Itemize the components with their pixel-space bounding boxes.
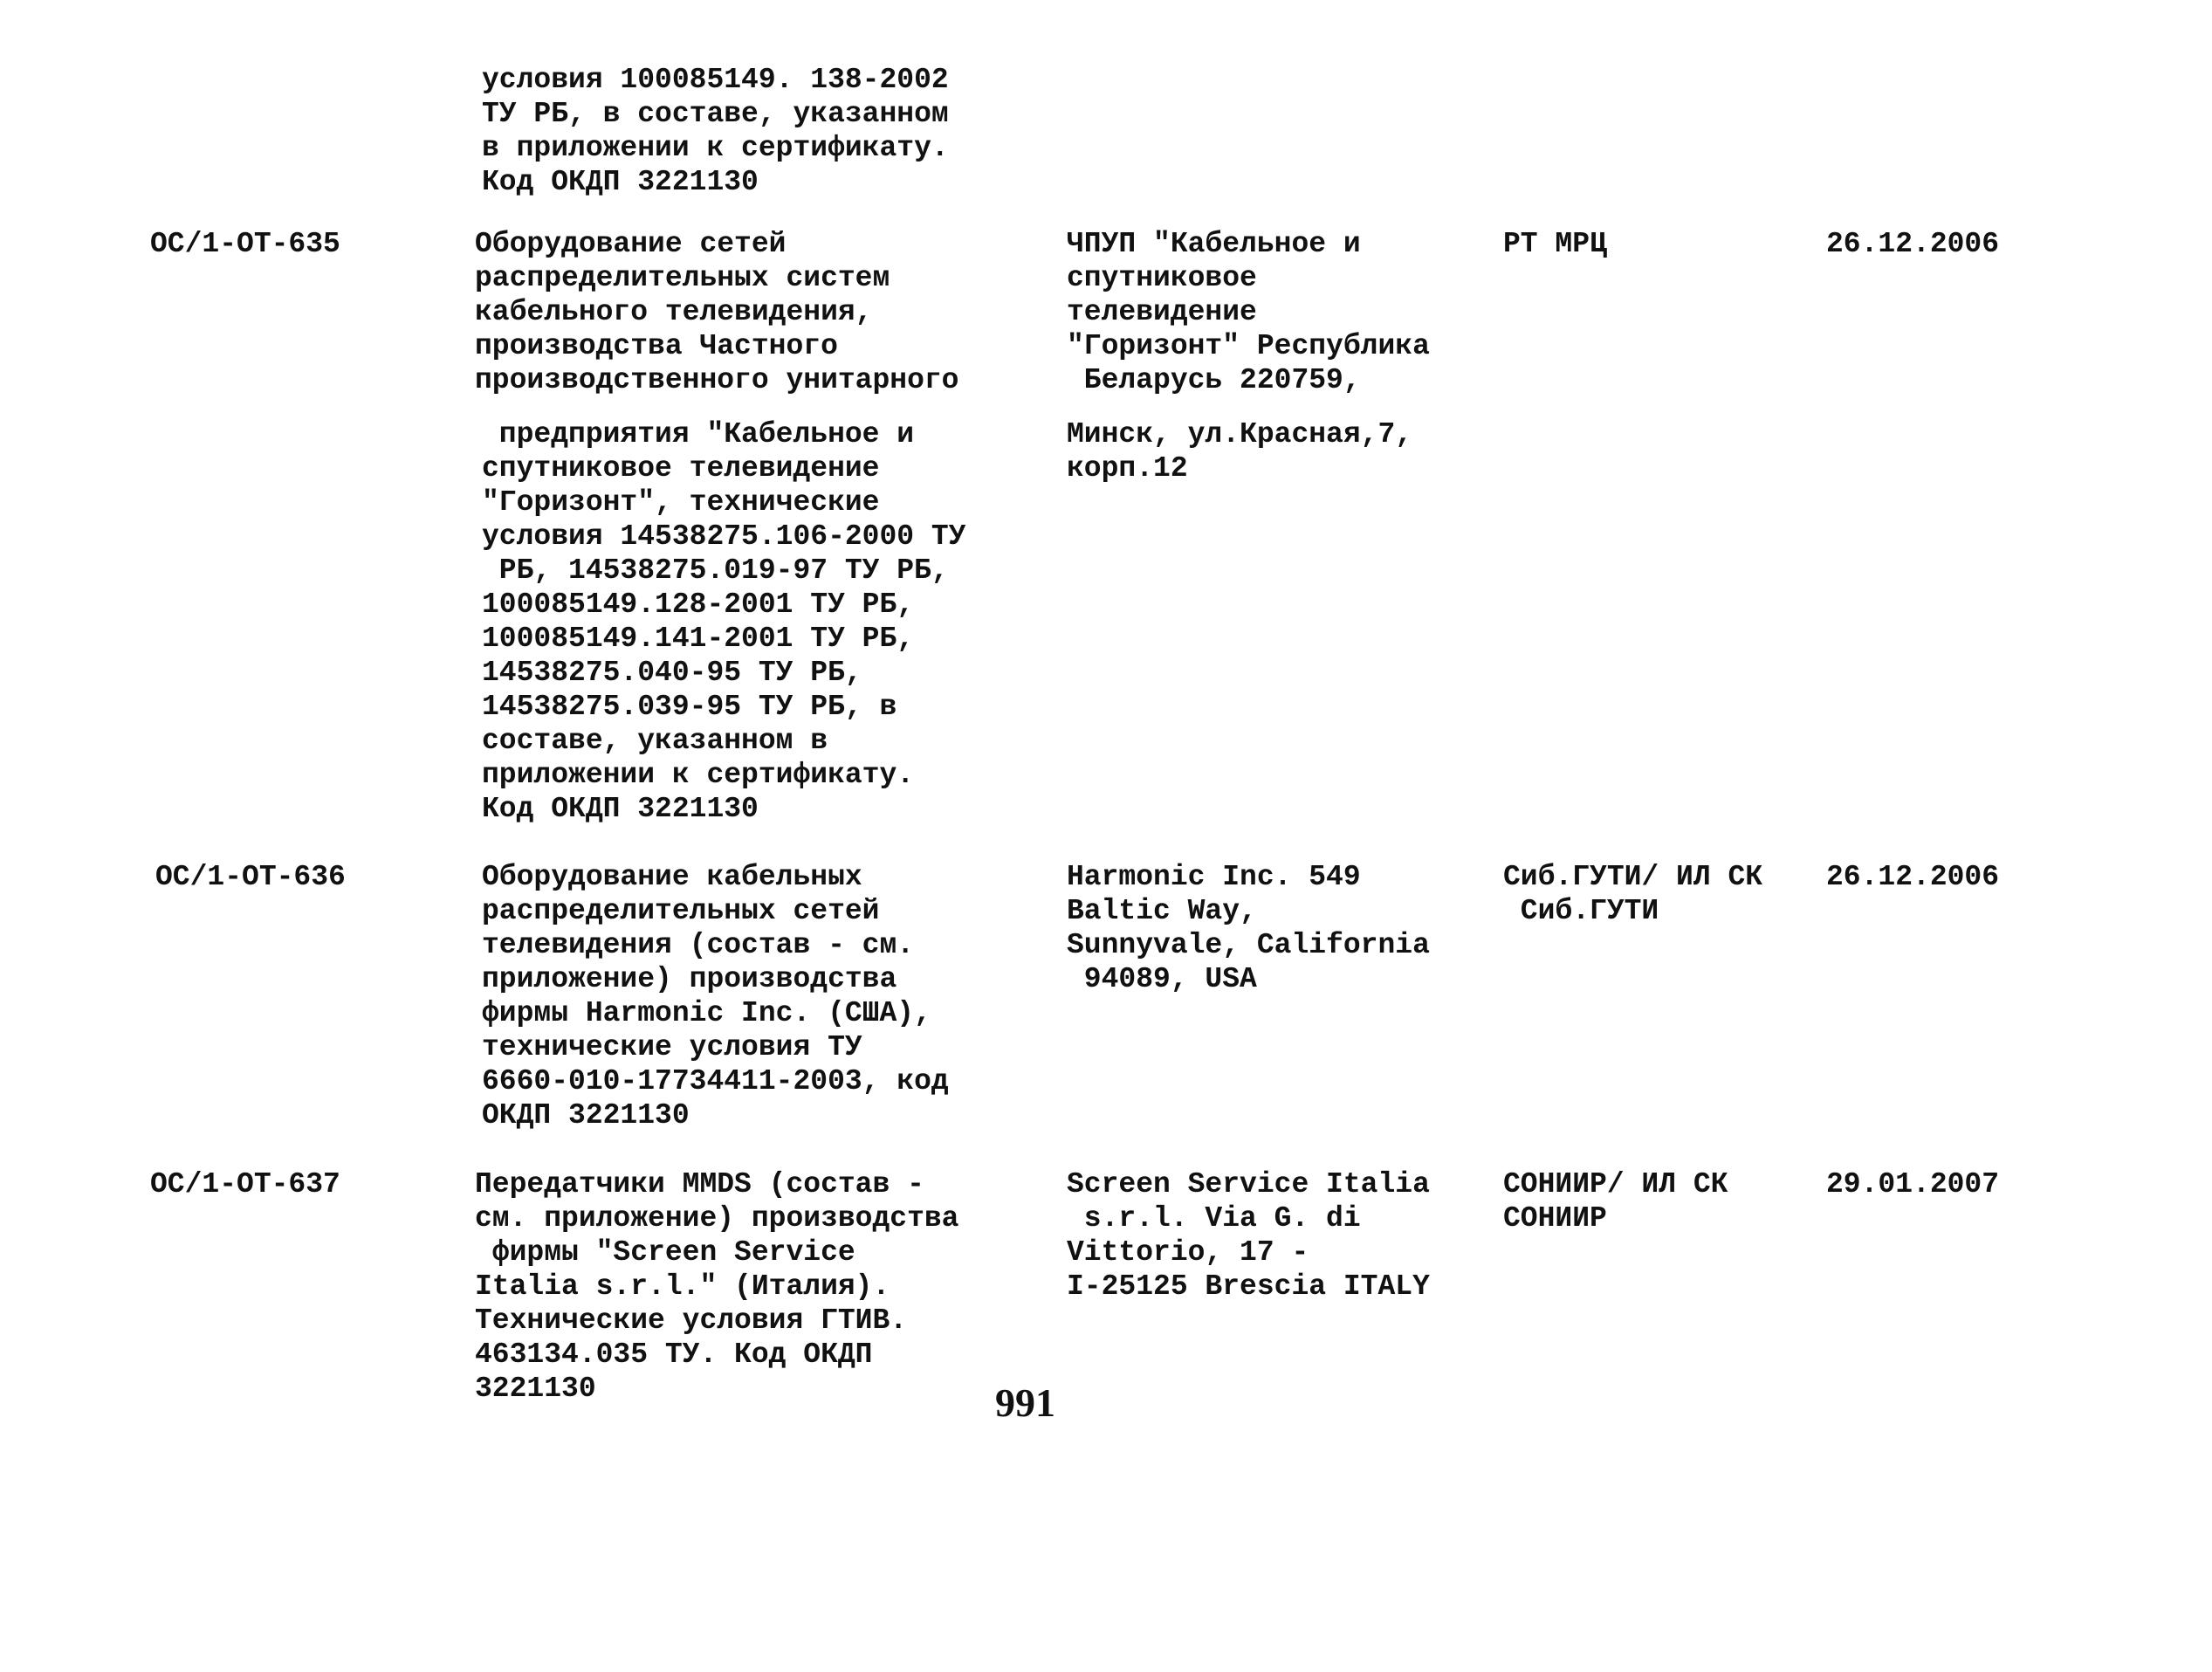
text-line: Оборудование кабельных (482, 861, 862, 893)
issue-date: 26.12.2006 (1826, 861, 2000, 893)
issue-date: 26.12.2006 (1826, 228, 2000, 260)
text-line: Беларусь 220759, (1067, 364, 1361, 396)
text-line: фирмы "Screen Service (475, 1236, 855, 1269)
text-line: ОКДП 3221130 (482, 1099, 690, 1132)
text-line: Код ОКДП 3221130 (482, 793, 759, 825)
text-line: Передатчики MMDS (состав - (475, 1168, 924, 1201)
text-line: в приложении к сертификату. (482, 132, 949, 164)
certificate-number: ОС/1-ОТ-635 (150, 228, 340, 260)
text-line: РБ, 14538275.019-97 ТУ РБ, (482, 554, 949, 587)
testing-lab: РТ МРЦ (1503, 228, 1607, 260)
text-line: 94089, USA (1067, 963, 1257, 995)
text-line: корп.12 (1067, 452, 1188, 485)
text-line: 6660-010-17734411-2003, код (482, 1065, 949, 1097)
text-line: спутниковое (1067, 262, 1257, 294)
text-line: 100085149.128-2001 ТУ РБ, (482, 588, 915, 621)
text-line: кабельного телевидения, (475, 296, 873, 328)
text-line: Технические условия ГТИВ. (475, 1304, 908, 1337)
text-line: Сиб.ГУТИ/ ИЛ СК (1503, 861, 1763, 893)
text-line: 14538275.040-95 ТУ РБ, (482, 657, 862, 689)
text-line: 14538275.039-95 ТУ РБ, в (482, 691, 897, 723)
text-line: Screen Service Italia (1067, 1168, 1430, 1201)
text-line: приложении к сертификату. (482, 759, 915, 791)
text-line: фирмы Harmonic Inc. (США), (482, 997, 931, 1029)
text-line: "Горизонт" Республика (1067, 330, 1430, 362)
text-line: приложение) производства (482, 963, 897, 995)
text-line: производства Частного (475, 330, 838, 362)
text-line: s.r.l. Via G. di (1067, 1202, 1361, 1235)
text-line: ЧПУП "Кабельное и (1067, 228, 1361, 260)
certificate-number: ОС/1-ОТ-637 (150, 1168, 340, 1201)
text-line: СОНИИР (1503, 1202, 1607, 1235)
text-line: Оборудование сетей (475, 228, 787, 260)
text-line: Baltic Way, (1067, 895, 1257, 927)
text-line: I-25125 Brescia ITALY (1067, 1270, 1430, 1303)
text-line: условия 14538275.106-2000 ТУ (482, 520, 966, 553)
text-line: "Горизонт", технические (482, 486, 880, 519)
text-line: ТУ РБ, в составе, указанном (482, 98, 949, 130)
text-line: 463134.035 ТУ. Код ОКДП (475, 1338, 873, 1371)
text-line: СОНИИР/ ИЛ СК (1503, 1168, 1728, 1201)
text-line: телевидение (1067, 296, 1257, 328)
text-line: распределительных сетей (482, 895, 880, 927)
text-line: Italia s.r.l." (Италия). (475, 1270, 890, 1303)
text-line: предприятия "Кабельное и (482, 418, 915, 451)
text-line: составе, указанном в (482, 725, 828, 757)
text-line: производственного унитарного (475, 364, 959, 396)
text-line: спутниковое телевидение (482, 452, 880, 485)
text-line: распределительных систем (475, 262, 890, 294)
text-line: 3221130 (475, 1373, 596, 1405)
text-line: телевидения (состав - см. (482, 929, 915, 961)
text-line: Vittorio, 17 - (1067, 1236, 1309, 1269)
text-line: см. приложение) производства (475, 1202, 959, 1235)
page-number: 991 (995, 1380, 1055, 1425)
issue-date: 29.01.2007 (1826, 1168, 2000, 1201)
text-line: 100085149.141-2001 ТУ РБ, (482, 623, 915, 655)
text-line: Harmonic Inc. 549 (1067, 861, 1361, 893)
text-line: условия 100085149. 138-2002 (482, 64, 949, 96)
certificate-number: ОС/1-ОТ-636 (155, 861, 346, 893)
text-line: Минск, ул.Красная,7, (1067, 418, 1413, 451)
text-line: Сиб.ГУТИ (1503, 895, 1659, 927)
text-line: технические условия ТУ (482, 1031, 862, 1063)
text-line: Код ОКДП 3221130 (482, 166, 759, 198)
text-line: Sunnyvale, California (1067, 929, 1430, 961)
